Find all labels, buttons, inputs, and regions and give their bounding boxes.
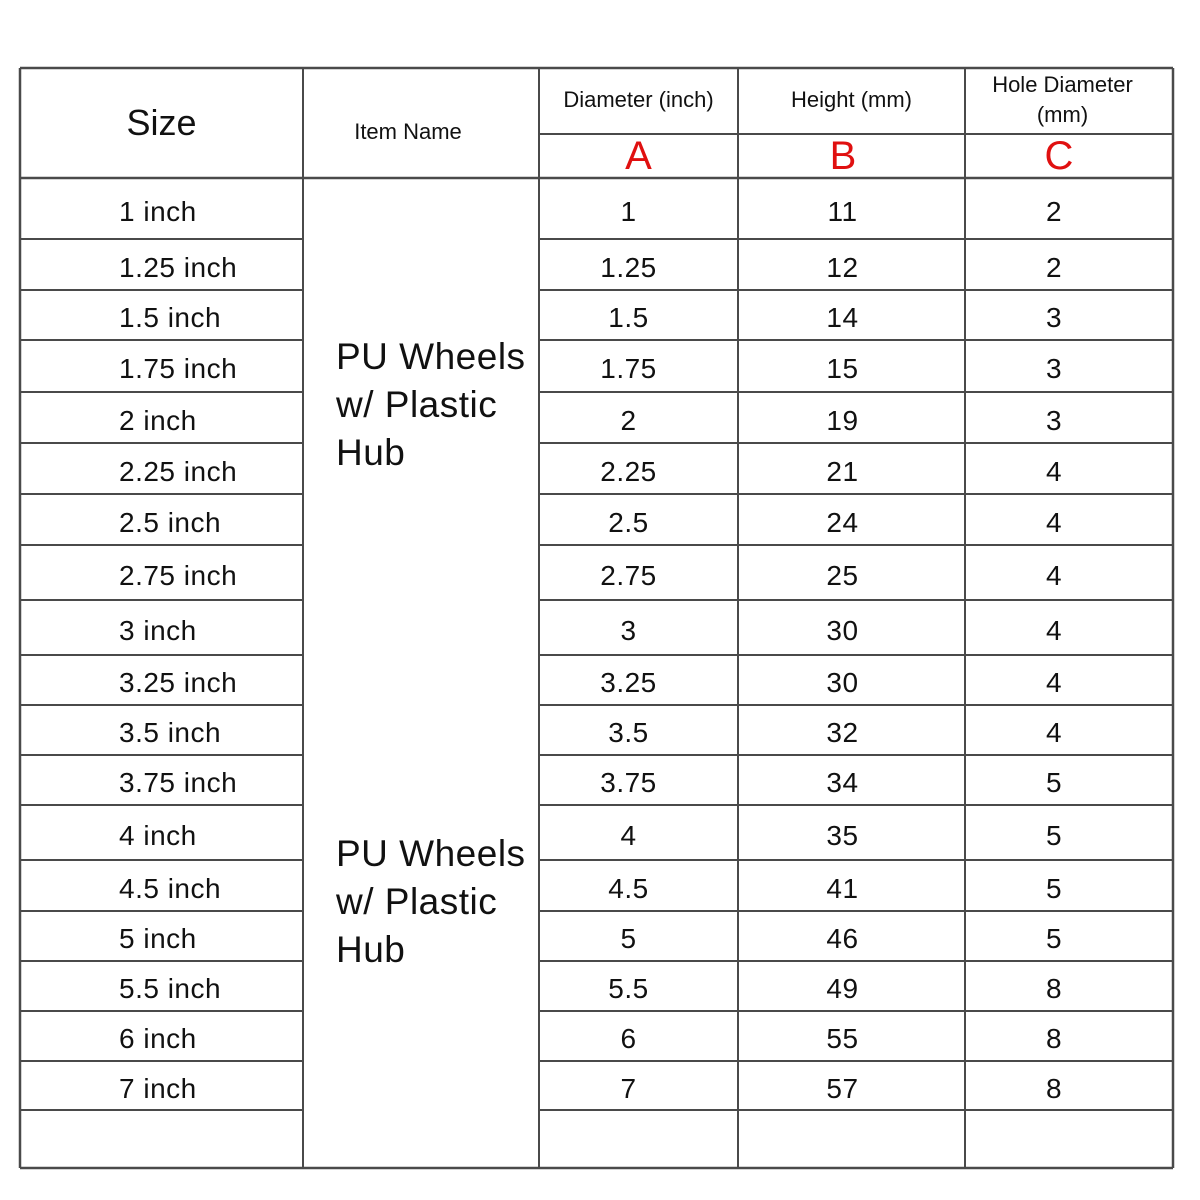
hole-diameter-cell: 8 [1045,973,1063,1004]
height-cell: 25 [826,559,859,591]
size-cell: 2.25 inch [119,455,238,487]
height-cell: 21 [826,455,859,487]
header-size: Size [126,102,197,143]
height-cell: 14 [826,302,859,333]
hole-diameter-cell: 5 [1045,923,1063,954]
height-cell: 41 [826,872,859,904]
height-cell: 34 [826,767,859,798]
size-cell: 3.25 inch [119,667,238,698]
hole-diameter-cell: 4 [1045,559,1063,591]
header-height: Height (mm) [790,87,912,112]
diameter-cell: 7 [620,1072,637,1104]
height-cell: 32 [826,717,859,748]
size-cell: 5.5 inch [119,973,222,1004]
size-cell: 3.75 inch [119,767,238,798]
height-cell: 49 [826,973,859,1004]
size-cell: 4.5 inch [119,872,222,904]
header-letter-b: B [829,133,857,178]
height-cell: 11 [827,195,858,227]
size-cell: 2.75 inch [119,559,238,591]
header-letter-a: A [625,133,652,178]
height-cell: 15 [826,353,859,384]
hole-diameter-cell: 8 [1045,1072,1063,1104]
size-cell: 1.5 inch [119,302,222,333]
height-cell: 55 [826,1023,859,1054]
hole-diameter-cell: 2 [1045,195,1063,227]
header-item-name: Item Name [354,119,462,144]
height-cell: 12 [826,251,859,283]
height-cell: 35 [826,819,859,851]
diameter-cell: 1.5 [608,302,649,333]
height-cell: 46 [826,923,859,954]
size-cell: 1.25 inch [119,251,238,283]
diameter-cell: 2.75 [600,559,657,591]
diameter-cell: 2 [620,404,637,436]
size-cell: 2.5 inch [119,506,222,538]
hole-diameter-cell: 4 [1045,717,1063,748]
hole-diameter-cell: 4 [1045,614,1063,646]
diameter-cell: 1.25 [600,251,657,283]
diameter-cell: 2.25 [600,455,657,487]
height-cell: 57 [826,1072,859,1104]
size-cell: 2 inch [119,404,197,436]
height-cell: 30 [826,614,859,646]
hole-diameter-cell: 5 [1045,872,1063,904]
size-cell: 7 inch [119,1072,197,1104]
diameter-cell: 5.5 [608,973,649,1004]
size-cell: 3.5 inch [119,717,222,748]
diameter-cell: 2.5 [608,506,649,538]
hole-diameter-cell: 4 [1045,506,1063,538]
height-cell: 30 [826,667,859,698]
height-cell: 24 [826,506,859,538]
item-name-group-2: PU Wheels w/ Plastic Hub [336,833,526,970]
diameter-cell: 3 [620,614,637,646]
hole-diameter-cell: 5 [1045,819,1063,851]
hole-diameter-cell: 8 [1045,1023,1063,1054]
header-hole-diameter: Hole Diameter (mm) [992,72,1133,127]
hole-diameter-cell: 2 [1045,251,1063,283]
hole-diameter-cell: 4 [1045,667,1063,698]
diameter-cell: 1.75 [600,353,657,384]
hole-diameter-cell: 3 [1045,302,1063,333]
hole-diameter-cell: 4 [1045,455,1063,487]
diameter-cell: 6 [620,1023,637,1054]
size-cell: 4 inch [119,819,197,851]
diameter-cell: 3.5 [608,717,649,748]
diameter-cell: 5 [620,923,637,954]
size-cell: 1.75 inch [119,353,238,384]
diameter-cell: 1 [620,195,637,227]
item-name-group-1: PU Wheels w/ Plastic Hub [336,336,526,473]
size-cell: 3 inch [119,614,197,646]
size-cell: 5 inch [119,923,197,954]
diameter-cell: 3.75 [600,767,657,798]
size-cell: 6 inch [119,1023,197,1054]
size-cell: 1 inch [119,195,197,227]
diameter-cell: 3.25 [600,667,657,698]
hole-diameter-cell: 3 [1045,353,1063,384]
diameter-cell: 4.5 [608,872,649,904]
header-letter-c: C [1044,133,1074,178]
header-diameter: Diameter (inch) [563,87,714,112]
height-cell: 19 [826,404,859,436]
hole-diameter-cell: 5 [1045,767,1063,798]
hole-diameter-cell: 3 [1045,404,1063,436]
diameter-cell: 4 [620,819,637,851]
